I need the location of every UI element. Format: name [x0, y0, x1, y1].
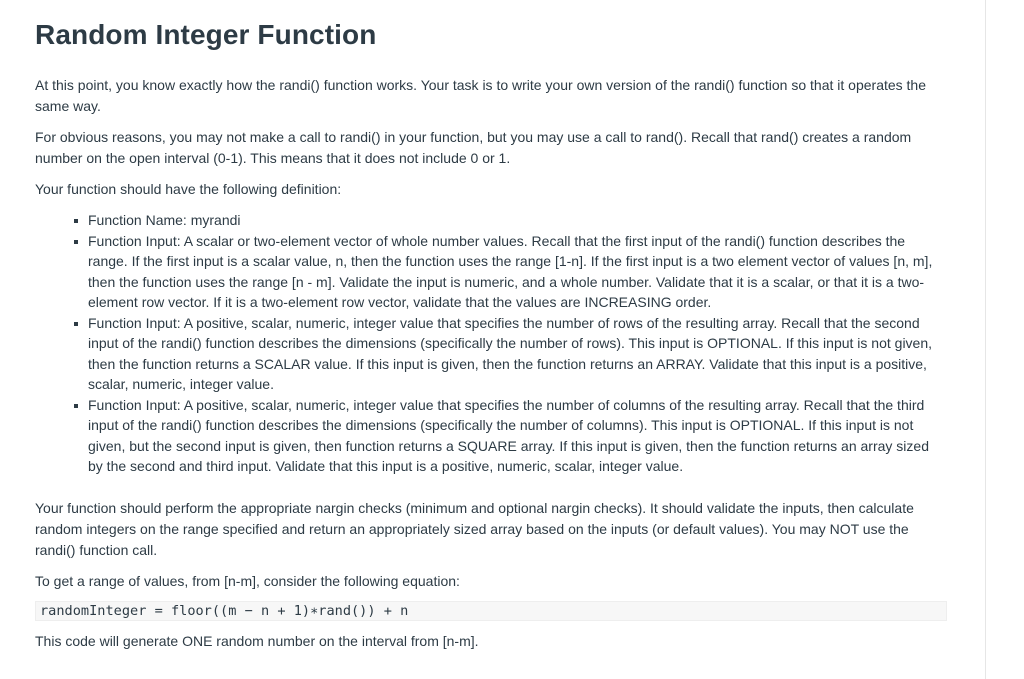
- assignment-content: [35, 0, 947, 652]
- list-item: Function Name: myrandi: [88, 210, 947, 231]
- requirements-list: [35, 210, 947, 477]
- code-equation: randomInteger = floor((m − n + 1)∗rand()) + n: [35, 601, 947, 621]
- page-title: Random Integer Function: [35, 19, 377, 50]
- list-item: Function Input: A positive, scalar, numeric, integer value that specifies the number of rows of the resulting array. Recall that the second input of the randi() function describes the dimensions (specifically the number of rows). This input is OPTIONAL. If this input is not given, then the function returns a SCALAR value. If this input is given, then the function returns an ARRAY. Validate that this input is a positive, scalar, numeric, integer value.: [88, 313, 947, 395]
- list-item: Function Input: A positive, scalar, numeric, integer value that specifies the number of columns of the resulting array. Recall that the third input of the randi() function describes the dimensions (specifically the number of columns). This input is OPTIONAL. If this input is not given, but the second input is given, then function returns a SQUARE array. If this input is given, then the function returns an array sized by the second and third input. Validate that this input is a positive, numeric, scalar, integer value.: [88, 395, 947, 477]
- list-item: Function Input: A scalar or two-element vector of whole number values. Recall that the first input of the randi() function describes the range. If the first input is a scalar value, n, then the function uses the range [1-n]. If the first input is a two element vector of values [n, m], then the function uses the range [n - m]. Validate the input is numeric, and a whole number. Validate that it is a scalar, or that it is a two-element row vector. If it is a two-element row vector, validate that the values are INCREASING order.: [88, 231, 947, 313]
- range-paragraph: To get a range of values, from [n-m], consider the following equation:: [35, 572, 460, 589]
- definition-intro: Your function should have the following definition:: [35, 181, 342, 197]
- intro-paragraph: At this point, you know exactly how the randi() function works. Your task is to write your own version of the randi() function so that it operates the same way.: [35, 77, 927, 114]
- generate-paragraph: This code will generate ONE random number on the interval from [n-m].: [35, 632, 479, 649]
- nargin-paragraph: Your function should perform the appropriate nargin checks (minimum and optional nargin checks). It should validate the inputs, then calculate random integers on the range specified and return an appropriately sized array based on the inputs (or default values). You may NOT use the randi() function call.: [35, 499, 914, 558]
- page-right-border: [985, 0, 986, 679]
- restrictions-paragraph: For obvious reasons, you may not make a call to randi() in your function, but you may use a call to rand(). Recall that rand() creates a random number on the open interval (0-1). This means that it does not include 0 or 1.: [35, 129, 912, 166]
